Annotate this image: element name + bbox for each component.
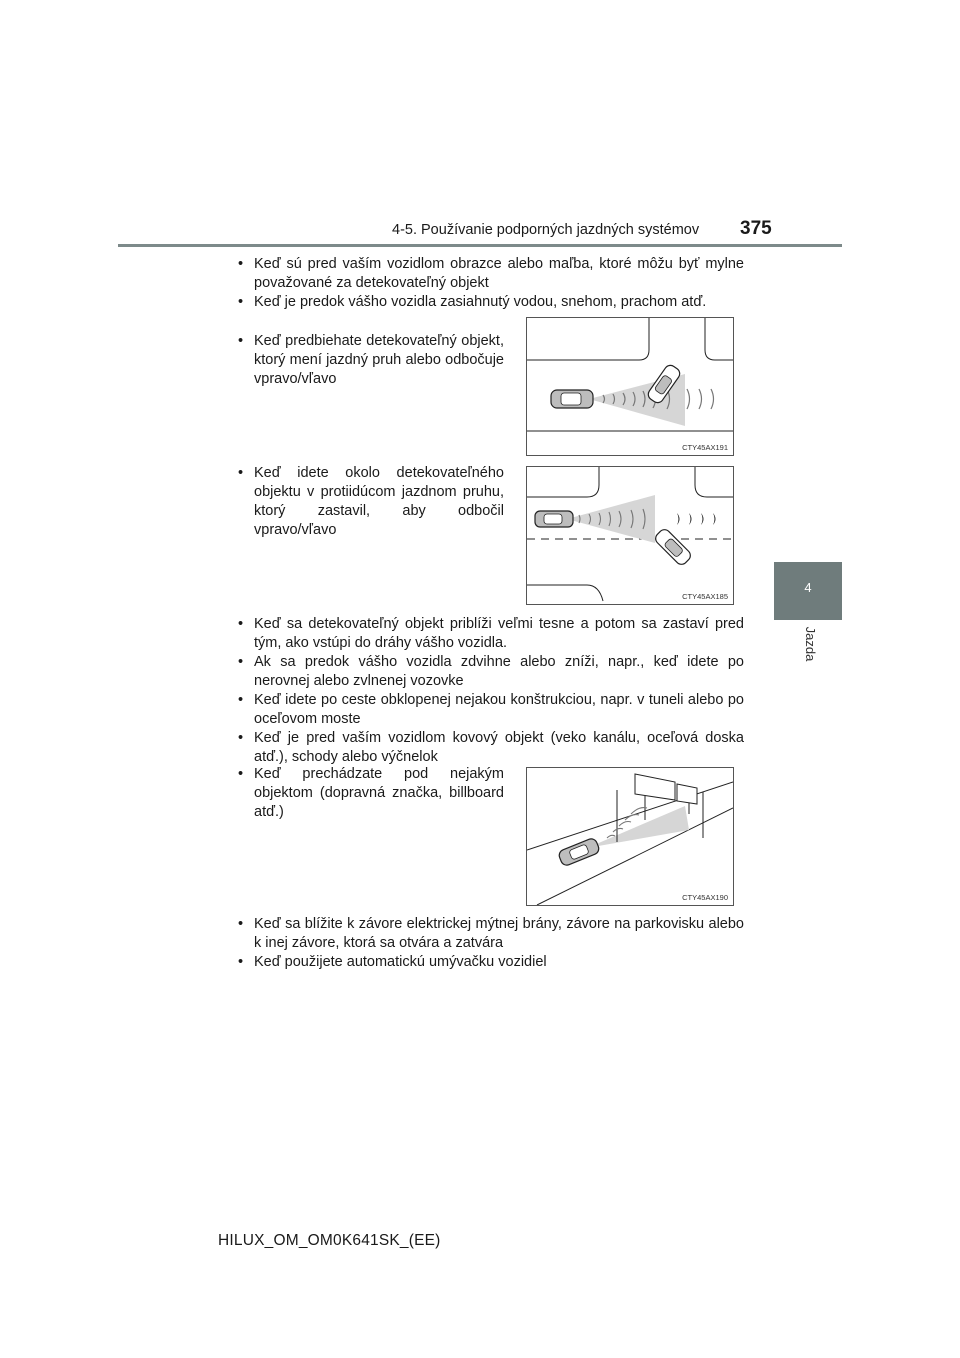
bullet-list-a	[238, 255, 744, 312]
header-rule	[118, 244, 842, 247]
list-item	[238, 691, 744, 729]
list-item-text: Keď je pred vaším vozidlom kovový objekt (veko kanálu, oceľová doska atď.), schody alebo výčnelok	[254, 730, 744, 765]
bullet-mark: •	[238, 294, 244, 310]
list-item-text: Ak sa predok vášho vozidla zdvihne alebo zníži, napr., keď idete po nerovnej alebo zvlnenej vozovke	[254, 654, 744, 689]
figure-overtaking	[526, 317, 734, 456]
own-car-icon	[551, 390, 593, 408]
list-item	[238, 653, 744, 691]
bullet-mark: •	[238, 654, 244, 670]
list-item-text: Keď sú pred vaším vozidlom obrazce alebo maľba, ktoré môžu byť mylne považované za detekovateľný objekt	[254, 256, 744, 291]
page-header-title: 4-5. Používanie podporných jazdných systémov	[392, 222, 700, 238]
list-item	[238, 464, 504, 540]
bullet-list-b	[238, 332, 504, 389]
chapter-tab	[774, 562, 842, 620]
figure-oncoming-lane	[526, 466, 734, 605]
bullet-mark: •	[238, 692, 244, 708]
list-item-text: Keď predbiehate detekovateľný objekt, ktorý mení jazdný pruh alebo odbočuje vpravo/vľavo	[254, 333, 504, 387]
list-item-text: Keď je predok vášho vozidla zasiahnutý vodou, snehom, prachom atď.	[254, 294, 707, 310]
list-item	[238, 915, 744, 953]
bullet-mark: •	[238, 916, 244, 932]
figure-code: CTY45AX190	[682, 893, 728, 902]
billboard-icon	[635, 774, 697, 820]
chapter-number: 4	[804, 580, 812, 595]
bullet-mark: •	[238, 766, 244, 782]
overhead-object-illustration	[527, 768, 733, 905]
list-item-text: Keď použijete automatickú umývačku vozidiel	[254, 954, 547, 970]
list-item-text: Keď idete okolo detekovateľného objektu v protiidúcom jazdnom pruhu, ktorý zastavil, aby odbočil vpravo/vľavo	[254, 465, 504, 538]
bullet-list-f	[238, 915, 744, 972]
bullet-mark: •	[238, 465, 244, 481]
bullet-mark: •	[238, 333, 244, 349]
list-item	[238, 729, 744, 767]
bullet-list-d	[238, 615, 744, 767]
bullet-mark: •	[238, 256, 244, 272]
oncoming-lane-illustration	[527, 467, 733, 604]
own-car-icon	[535, 511, 573, 527]
list-item	[238, 765, 504, 822]
figure-code: CTY45AX185	[682, 592, 728, 601]
overtaking-illustration	[527, 318, 733, 455]
bullet-mark: •	[238, 954, 244, 970]
chapter-label: Jazda	[803, 626, 818, 662]
list-item-text: Keď idete po ceste obklopenej nejakou konštrukciou, napr. v tuneli alebo po oceľovom moste	[254, 692, 744, 727]
list-item	[238, 615, 744, 653]
figure-code: CTY45AX191	[682, 443, 728, 452]
list-item	[238, 953, 744, 972]
list-item	[238, 255, 744, 293]
bullet-list-c	[238, 464, 504, 540]
oncoming-car-icon	[653, 527, 693, 567]
list-item-text: Keď sa blížite k závore elektrickej mýtnej brány, závore na parkovisku alebo k inej závore, ktorá sa otvára a zatvára	[254, 916, 744, 951]
list-item-text: Keď prechádzate pod nejakým objektom (dopravná značka, billboard atď.)	[254, 766, 504, 820]
list-item-text: Keď sa detekovateľný objekt priblíži veľmi tesne a potom sa zastaví pred tým, ako vstúpi do dráhy vášho vozidla.	[254, 616, 744, 651]
bullet-mark: •	[238, 616, 244, 632]
figure-overhead-object	[526, 767, 734, 906]
page-number: 375	[740, 218, 772, 239]
bullet-mark: •	[238, 730, 244, 746]
list-item	[238, 332, 504, 389]
document-footer: HILUX_OM_OM0K641SK_(EE)	[218, 1232, 441, 1249]
own-car-icon	[557, 837, 600, 867]
list-item	[238, 293, 744, 312]
bullet-list-e	[238, 765, 504, 822]
